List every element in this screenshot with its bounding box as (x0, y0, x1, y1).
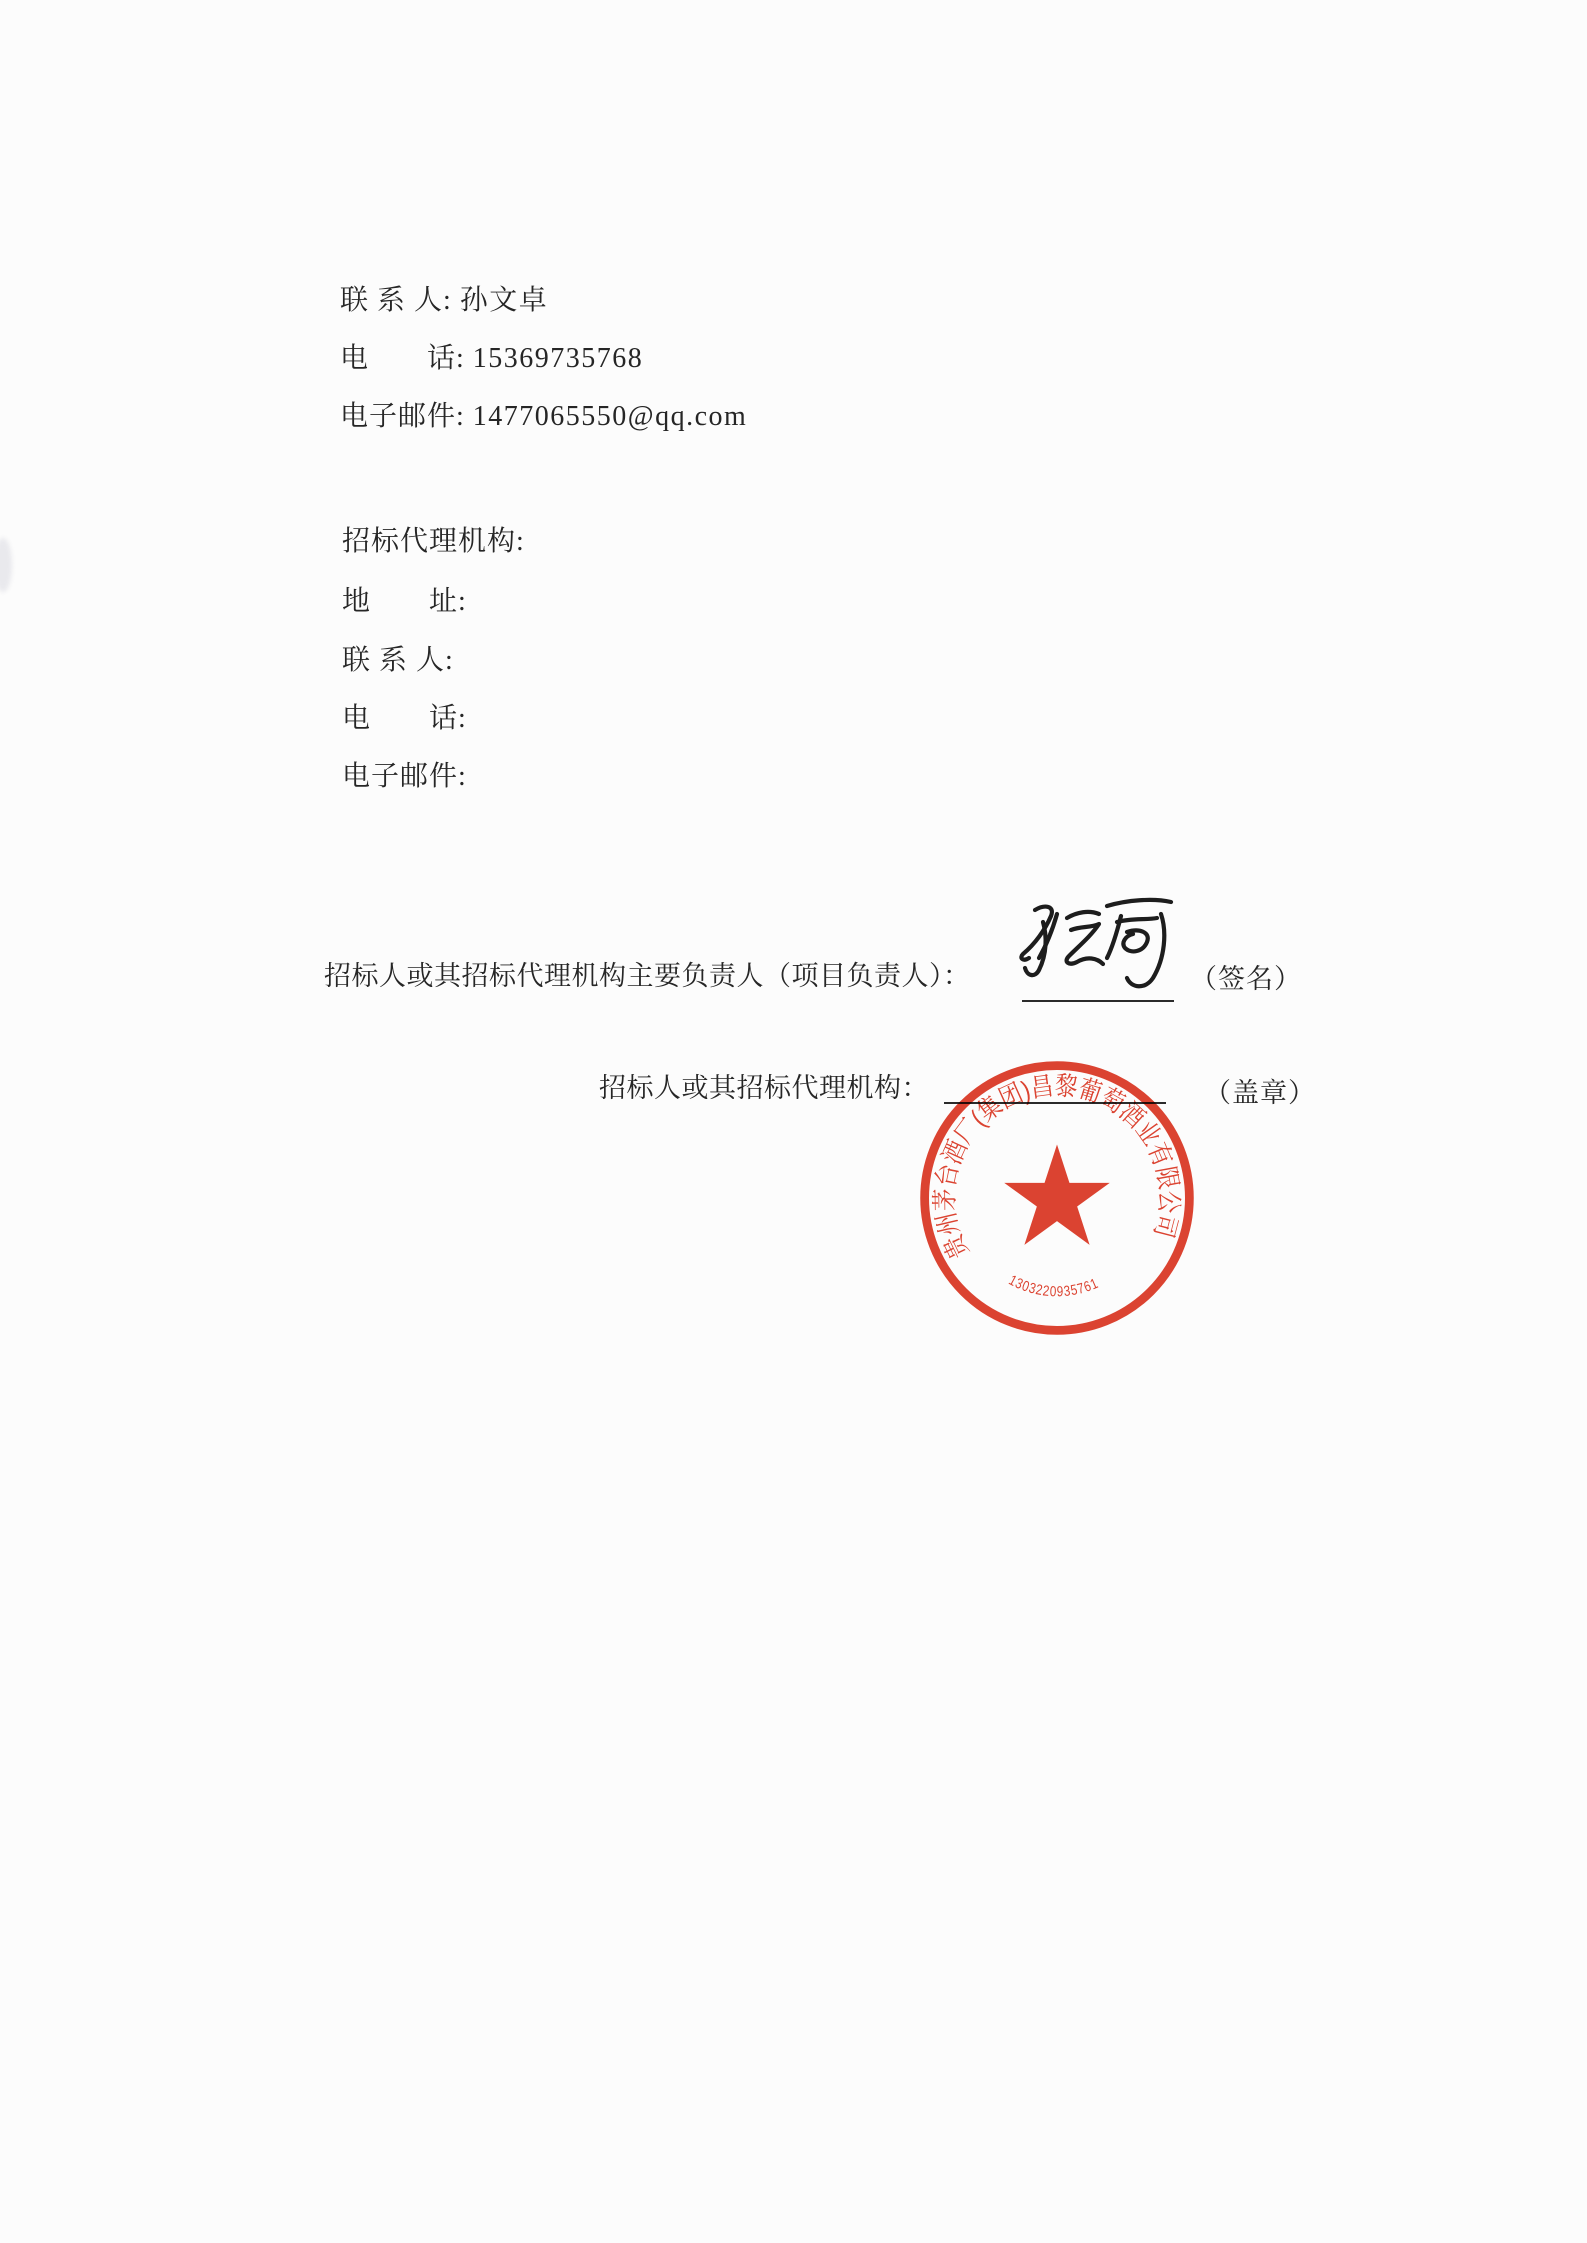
address-label: 地 址: (342, 586, 475, 617)
contact-person-label: 联 系 人: (342, 645, 462, 676)
email-label: 电子邮件: (342, 761, 475, 792)
handwritten-signature (1005, 888, 1190, 1006)
org-label: 招标人或其招标代理机构： (599, 1073, 929, 1103)
official-seal (911, 1052, 1203, 1344)
email-label: 电子邮件: (340, 401, 473, 432)
principal-signature-label: 招标人或其招标代理机构主要负责人（项目负责人）： (324, 961, 971, 991)
seal-note: （盖章） (1204, 1078, 1316, 1108)
contact-person-label: 联 系 人: (340, 285, 460, 316)
phone-label: 电 话: (340, 343, 473, 374)
signature-note: （签名） (1190, 964, 1302, 994)
star-icon (1004, 1144, 1110, 1244)
agency-label: 招标代理机构: (342, 526, 533, 557)
agency-email-row (310, 735, 475, 819)
phone-value: 15369735768 (472, 343, 644, 374)
contact-person-value: 孙文卓 (459, 285, 549, 316)
scan-artifact (0, 538, 12, 592)
email-value: 1477065550@qq.com (472, 401, 748, 432)
phone-label: 电 话: (342, 703, 475, 734)
seal-company-text: 贵州茅台酒厂(集团)昌黎葡萄酒业有限公司 (929, 1069, 1185, 1264)
bidder-email-row (308, 375, 747, 459)
seal-code-text: 1303220935761 (1005, 1272, 1103, 1301)
